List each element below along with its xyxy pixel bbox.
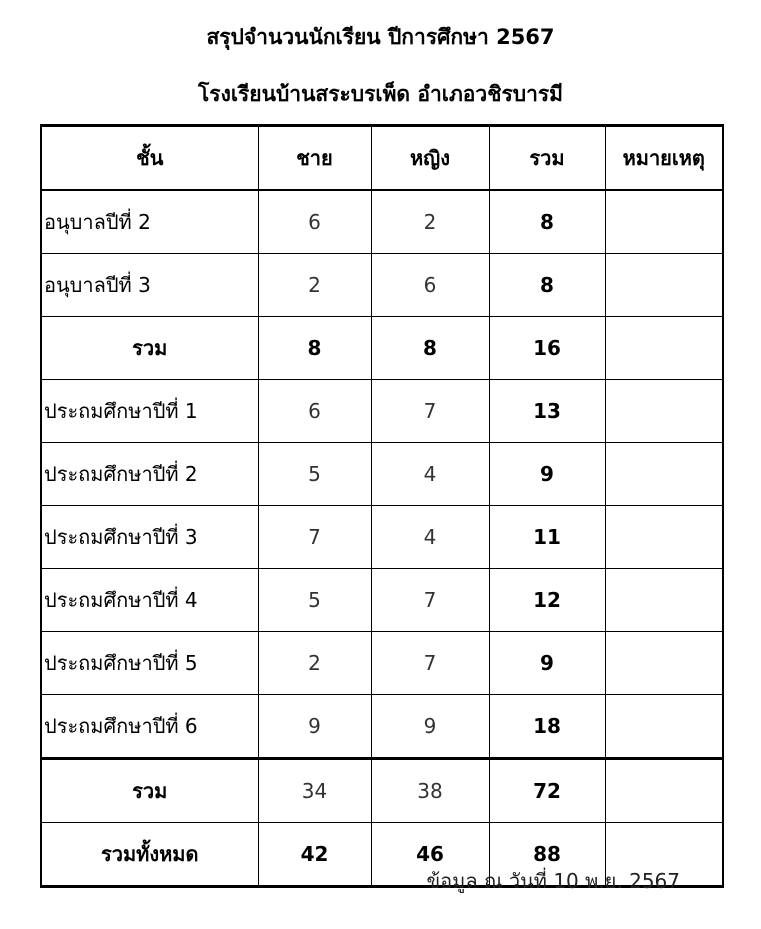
cell-note (605, 443, 723, 506)
table-row (41, 506, 723, 569)
header-note: หมายเหตุ (605, 126, 723, 191)
cell-note (605, 317, 723, 380)
table-row (41, 695, 723, 759)
cell-female: 7 (371, 569, 489, 632)
cell-level: ประถมศึกษาปีที่ 1 (41, 380, 258, 443)
cell-total: 18 (489, 695, 605, 759)
table-row (41, 632, 723, 695)
page-subtitle: โรงเรียนบ้านสระบรเพ็ด อำเภอวชิรบารมี (198, 82, 563, 106)
cell-level: อนุบาลปีที่ 3 (41, 254, 258, 317)
cell-note (605, 695, 723, 759)
cell-female: 4 (371, 506, 489, 569)
cell-total: 11 (489, 506, 605, 569)
cell-total: 16 (489, 317, 605, 380)
header-male: ชาย (258, 126, 371, 191)
table-row (41, 569, 723, 632)
cell-total: 72 (489, 759, 605, 823)
cell-male: 2 (258, 632, 371, 695)
cell-level: ประถมศึกษาปีที่ 6 (41, 695, 258, 759)
cell-total: 88 (489, 823, 605, 887)
cell-note (605, 380, 723, 443)
cell-note (605, 506, 723, 569)
table-row (41, 443, 723, 506)
cell-female: 6 (371, 254, 489, 317)
subtotal-row-kindergarten (41, 317, 723, 380)
cell-note (605, 569, 723, 632)
cell-total: 12 (489, 569, 605, 632)
cell-female: 9 (371, 695, 489, 759)
cell-female: 4 (371, 443, 489, 506)
cell-male: 7 (258, 506, 371, 569)
cell-female: 46 (371, 823, 489, 887)
cell-male: 5 (258, 569, 371, 632)
table-row (41, 380, 723, 443)
cell-level: ประถมศึกษาปีที่ 3 (41, 506, 258, 569)
student-summary-table (40, 124, 724, 888)
cell-total: 9 (489, 443, 605, 506)
cell-male: 6 (258, 380, 371, 443)
cell-note (605, 254, 723, 317)
cell-note (605, 632, 723, 695)
cell-male: 2 (258, 254, 371, 317)
cell-level: ประถมศึกษาปีที่ 4 (41, 569, 258, 632)
cell-female: 7 (371, 380, 489, 443)
cell-level: อนุบาลปีที่ 2 (41, 190, 258, 254)
cell-total: 9 (489, 632, 605, 695)
cell-total: 8 (489, 190, 605, 254)
cell-female: 7 (371, 632, 489, 695)
cell-male: 8 (258, 317, 371, 380)
cell-male: 5 (258, 443, 371, 506)
cell-total: 8 (489, 254, 605, 317)
header-level: ชั้น (41, 126, 258, 191)
table-header-row (41, 126, 723, 191)
subtotal-row-primary (41, 759, 723, 823)
table-row (41, 190, 723, 254)
cell-female: 2 (371, 190, 489, 254)
cell-total: 13 (489, 380, 605, 443)
cell-male: 34 (258, 759, 371, 823)
table-row (41, 254, 723, 317)
cell-level: ประถมศึกษาปีที่ 2 (41, 443, 258, 506)
cell-female: 8 (371, 317, 489, 380)
cell-level: รวม (41, 317, 258, 380)
data-date-footnote: ข้อมูล ณ วันที่ 10 พ.ย. 2567 (426, 869, 680, 893)
cell-note (605, 190, 723, 254)
header-total: รวม (489, 126, 605, 191)
cell-note (605, 759, 723, 823)
cell-female: 38 (371, 759, 489, 823)
page-title: สรุปจำนวนนักเรียน ปีการศึกษา 2567 (206, 25, 555, 49)
cell-level: รวม (41, 759, 258, 823)
cell-level: รวมทั้งหมด (41, 823, 258, 887)
cell-level: ประถมศึกษาปีที่ 5 (41, 632, 258, 695)
cell-male: 9 (258, 695, 371, 759)
header-female: หญิง (371, 126, 489, 191)
cell-male: 6 (258, 190, 371, 254)
cell-male: 42 (258, 823, 371, 887)
